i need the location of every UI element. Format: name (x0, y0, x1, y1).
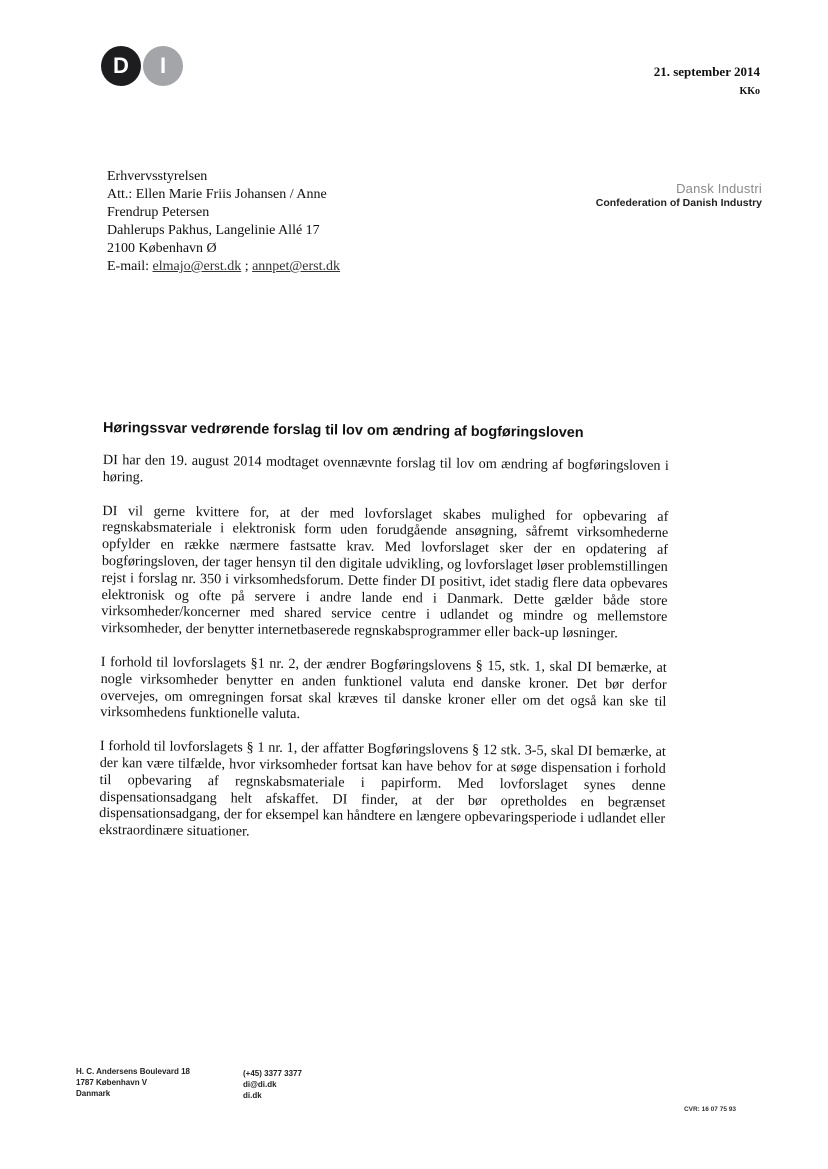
email-label: E-mail: (107, 259, 149, 274)
recipient-email-line (107, 258, 407, 276)
logo-letter-i: I (143, 46, 183, 86)
author-initials: KKo (739, 86, 760, 97)
body-paragraph-3: I forhold til lovforslagets §1 nr. 2, der ændrer Bogføringslovens § 15, stk. 1, skal DI bemærke, at nogle virksomheder benytter en anden funktionel valuta end danske kroner. Det bør derfor overvejes, om omregningen forsat skal kræves til danske kroner eller om det også kan ske til virksomhedens funktionelle valuta. (100, 653, 667, 723)
logo-letter-d: D (101, 46, 141, 86)
body-paragraph-4: I forhold til lovforslagets § 1 nr. 1, der affatter Bogføringslovens § 12 stk. 3-5, skal DI bemærke, at der kan være tilfælde, hvor virksomheder fortsat kan have behov for at søge dispensation i forhold til opbevaring af regnskabsmateriale i papirform. Med lovforslaget synes denne dispensationsadgang helt afskaffet. DI finder, at der bør opretholdes en begrænset dispensationsadgang, der for eksempel kan håndtere en længere opbevaringsperiode i udlandet eller ekstraordinære situationer. (98, 738, 666, 840)
recipient-street: Dahlerups Pakhus, Langelinie Allé 17 (107, 223, 320, 238)
footer-address-line1: H. C. Andersens Boulevard 18 (76, 1067, 190, 1076)
body-paragraph-1: DI har den 19. august 2014 modtaget ovennævnte forslag til lov om ændring af bogføringsloven i høring. (102, 452, 669, 486)
body-paragraph-2: DI vil gerne kvittere for, at der med lovforslaget skabes mulighed for opbevaring af regnskabsmateriale i elektronisk form uden forudgående ansøgning, såfremt virksomhederne opfylder en række nærmere fastsatte krav. Med lovforslaget sker der en opdatering af bogføringsloven, der tager hensyn til den digitale udvikling, og lovforslaget løser problemstillingen rejst i forslag nr. 350 i virksomhedsforum. Dette finder DI positivt, idet stadig flere data opbevares elektronisk og ofte på servere i andre lande end i Danmark. Dette gælder både store virksomheder/koncerner med shared service centre i udlandet og mindre og mellemstore virksomheder, der benytter internetbaserede regnskabsprogrammer eller back-up løsninger. (101, 502, 669, 642)
footer-web[interactable]: di.dk (243, 1091, 262, 1100)
letter-body (99, 452, 669, 862)
letter-date: 21. september 2014 (653, 64, 760, 79)
sender-subtitle: Confederation of Danish Industry (595, 197, 762, 209)
footer-address (76, 1066, 190, 1099)
footer-country: Danmark (76, 1089, 111, 1098)
recipient-address (107, 168, 407, 276)
sender-block (596, 181, 762, 209)
sender-name: Dansk Industri (676, 181, 762, 196)
recipient-att-line2: Frendrup Petersen (107, 205, 210, 220)
email-link-1[interactable]: elmajo@erst.dk (152, 259, 242, 274)
recipient-org: Erhvervsstyrelsen (107, 169, 208, 184)
footer-address-line2: 1787 København V (76, 1078, 148, 1087)
di-logo (101, 46, 183, 88)
footer-contact (243, 1068, 302, 1101)
recipient-city: 2100 København Ø (107, 241, 217, 256)
email-link-2[interactable]: annpet@erst.dk (252, 259, 341, 274)
cvr-number: CVR: 16 07 75 93 (683, 1106, 736, 1113)
letter-subject: Høringssvar vedrørende forslag til lov om ændring af bogføringsloven (102, 420, 584, 442)
footer-email[interactable]: di@di.dk (243, 1080, 277, 1089)
recipient-att-line1: Att.: Ellen Marie Friis Johansen / Anne (107, 187, 327, 202)
footer-phone: (+45) 3377 3377 (243, 1069, 302, 1078)
email-separator: ; (244, 259, 249, 274)
